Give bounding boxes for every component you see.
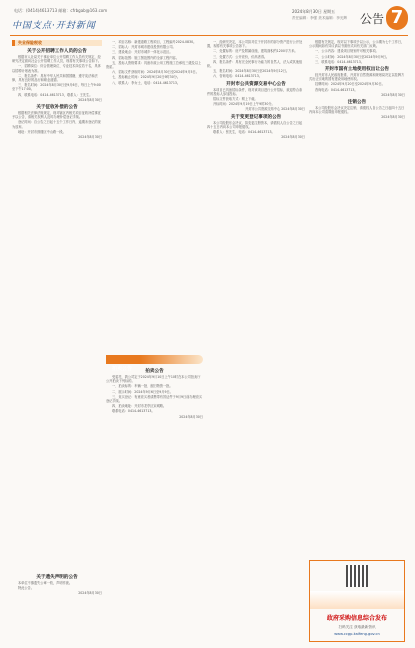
notice-title: 开封市公共资源交易中心公告 bbox=[226, 81, 286, 87]
paragraph: 一、公示内容：建设项目规划许可相关事项。 bbox=[315, 49, 379, 54]
paragraph: 挂牌时间：2024年9月20日至2024年9月30日。 bbox=[315, 82, 385, 87]
decorative-wave bbox=[310, 591, 404, 609]
masthead: 中国支点·开封新闻 bbox=[12, 21, 96, 31]
signature-date: 2024年8月30日 bbox=[381, 92, 405, 97]
notice-title: 注销公告 bbox=[347, 100, 367, 106]
paragraph: 招标文件获取方式：网上下载。 bbox=[213, 97, 258, 102]
notice-item bbox=[309, 66, 405, 97]
section-bar: 失业保险税收 bbox=[12, 40, 102, 46]
paragraph: 五、报名时间：2024年8月30日至2024年9月12日。 bbox=[213, 69, 290, 74]
procurement-url[interactable]: www.ccgp-kaifeng.gov.cn bbox=[334, 632, 380, 636]
notice-title: 拍卖公告 bbox=[145, 369, 164, 374]
notice-item bbox=[12, 104, 102, 139]
column-3 bbox=[207, 40, 305, 600]
paragraph: 二、处置标的：房产及附属设施，建筑面积约1200平方米。 bbox=[213, 49, 298, 54]
signature-date: 2024年8月30日 bbox=[281, 135, 305, 140]
paragraph: 一、招聘岗位：综合管理岗位、专业技术岗位若干名，具体以招聘计划表为准。 bbox=[12, 64, 101, 73]
page-number: 7 bbox=[386, 6, 408, 30]
paragraph: 三、处置方式：公开竞价，价高者得。 bbox=[213, 54, 268, 59]
paragraph: 一、拍卖标的：车辆一批、废旧物资一批。 bbox=[112, 384, 173, 389]
paragraph: 八、联系人：李女士，电话：0414-4613713。 bbox=[112, 80, 181, 85]
paragraph: 四、招标范围：施工图范围内的全部工程内容。 bbox=[112, 55, 179, 60]
paragraph: 四、报名条件：具有完全民事行为能力的自然人、法人或其他组织。 bbox=[207, 59, 303, 69]
editors-line: 责任编辑：李强 美术编辑：李光辉 bbox=[292, 16, 348, 20]
section-title: 公告 bbox=[360, 12, 385, 26]
notice-item bbox=[207, 81, 305, 112]
procurement-title: 政府采购信息综合发布 bbox=[326, 615, 387, 622]
paragraph: 五、投标人资格要求：具备市政公用工程施工总承包三级及以上资质。 bbox=[106, 60, 202, 70]
paragraph: 特此公告。 bbox=[18, 586, 34, 591]
paragraph: 六、招标文件获取时间：2024年8月30日至2024年9月5日。 bbox=[112, 70, 199, 75]
paragraph: 一、项目名称：新建道路工程项目，工程编号2024-0830。 bbox=[112, 40, 197, 44]
column-4 bbox=[309, 40, 405, 560]
signature-date: 2024年8月30日 bbox=[179, 414, 203, 419]
paragraph: 咨询电话：0414-4613713。 bbox=[315, 87, 358, 92]
procurement-notice-box bbox=[309, 560, 405, 642]
paragraph: 受委托，我公司定于2024年9月10日上午10时在本公司拍卖厅公开拍卖下列标的。 bbox=[106, 375, 201, 384]
signature-date: 开封市公共资源交易中心 2024年8月30日 bbox=[245, 107, 305, 112]
paragraph: 经开封市人民政府批准，开封市自然资源和规划局决定以挂牌方式出让宗地的国有建设用地使用权。 bbox=[309, 73, 405, 82]
notice-item bbox=[12, 48, 102, 102]
column-1-bottom bbox=[12, 572, 102, 638]
signature-date: 2024年8月30日 bbox=[78, 591, 102, 596]
signature-date: 2024年8月30日 bbox=[381, 115, 405, 120]
paragraph: 开标时间：2024年9月19日上午9时30分。 bbox=[213, 102, 275, 107]
contact-info: 电话：(0414)4613713 邮箱：cfrbgab@163.com bbox=[14, 8, 108, 13]
paragraph: 二、公示时间：2024年8月30日至2024年9月9日。 bbox=[315, 54, 390, 59]
paragraph: 二、报名条件：具有中华人民共和国国籍，遵守宪法和法律，具有良好的品行和职业道德。 bbox=[12, 73, 98, 83]
notice-item bbox=[207, 114, 305, 140]
paragraph: 三、报名时间：2024年8月30日至9月6日，每日上午9:00至下午17:00。 bbox=[12, 83, 101, 92]
notice-item bbox=[309, 99, 405, 120]
paragraph: 本单位不慎遗失公章一枚，声明作废。 bbox=[18, 581, 73, 585]
paragraph: 一、经研究决定，本公司拟对位于开封市的部分资产进行公开处置，现将有关事项公告如下。 bbox=[207, 40, 303, 49]
paragraph: 本公司经股东会决议决定注销，请债权人自公告之日起四十五日内向本公司清算组申报债权。 bbox=[309, 106, 405, 115]
paragraph: 六、咨询电话：0414-4613713。 bbox=[213, 74, 262, 79]
paragraph: 联系人：张先生，电话：0414-4613713。 bbox=[213, 130, 275, 135]
paragraph: 三、联系电话：0414-4613713。 bbox=[315, 59, 364, 64]
notice-title: 关于变更登记事项的公告 bbox=[230, 114, 282, 120]
notice-title: 关于公开招聘工作人员的公告 bbox=[27, 49, 87, 54]
column-2-bottom bbox=[106, 366, 203, 626]
paragraph: 三、建设地点：开封市城乡一体化示范区。 bbox=[112, 50, 173, 55]
column-2 bbox=[106, 40, 203, 360]
paragraph: 地址：开封市鼓楼区中山路一段。 bbox=[18, 129, 66, 134]
notice-title: 关于遗失声明的公告 bbox=[36, 575, 78, 580]
qr-code-icon[interactable] bbox=[346, 565, 368, 587]
signature-date: 2024年8月30日 bbox=[78, 135, 102, 140]
paragraph: 二、展示时间：2024年9月6日至9月9日。 bbox=[112, 389, 173, 394]
paragraph: 七、投标截止时间：2024年9月20日9时30分。 bbox=[112, 75, 181, 80]
procurement-subtitle: 扫码关注 获取最新资讯 bbox=[338, 625, 376, 629]
auction-section-label: 拍卖公告 bbox=[112, 366, 133, 372]
paragraph: 二、招标人：开封市城市建设投资有限公司。 bbox=[112, 45, 176, 50]
paragraph: 根据有关规定，现对以下事项予以公示，公示期为七个工作日，公示期间如有异议请以书面形式向有关部门反映。 bbox=[309, 40, 405, 49]
paragraph: 本公司经股东会决议，拟变更注册资本，请债权人自公告之日起四十五日内向本公司申报债权。 bbox=[207, 120, 303, 129]
paragraph: 三、竞买登记：有意竞买者请携带有效证件于9月9日前办理竞买登记手续。 bbox=[106, 394, 203, 404]
paragraph: 本项目已具备招标条件，现对该项目进行公开招标，欢迎符合条件的投标人参加投标。 bbox=[207, 87, 303, 96]
header-rule bbox=[10, 35, 408, 36]
paragraph: 登记时间：自公告之日起十五个工作日内，逾期未登记的视为放弃。 bbox=[12, 120, 101, 129]
auction-section-bar bbox=[106, 355, 203, 372]
issue-date: 2024年8月30日 星期五 bbox=[292, 9, 336, 14]
page-header bbox=[0, 0, 415, 40]
paragraph: 根据市人社局关于事业单位公开招聘工作人员有关规定，经研究决定面向社会公开招聘工作人员，现将有关事项公告如下。 bbox=[12, 55, 102, 64]
signature-date: 2024年8月30日 bbox=[78, 97, 102, 102]
paragraph: 联系电话：0414-4613713。 bbox=[112, 409, 155, 414]
paragraph: 四、拍卖地址：开封市龙亭区宋城路。 bbox=[112, 404, 167, 409]
notice-title: 关于征收补偿的公告 bbox=[36, 105, 78, 111]
paragraph: 四、联系电话：0414-4613713，联系人：王先生。 bbox=[18, 92, 93, 97]
notice-title: 开封市国有土地使用权出让公告 bbox=[324, 67, 390, 73]
paragraph: 根据相关法律法规规定，现对辖区内相关项目征收补偿事宜予以公告，请相关权利人及时办理补偿登记手续。 bbox=[12, 111, 101, 120]
column-1 bbox=[12, 40, 102, 568]
